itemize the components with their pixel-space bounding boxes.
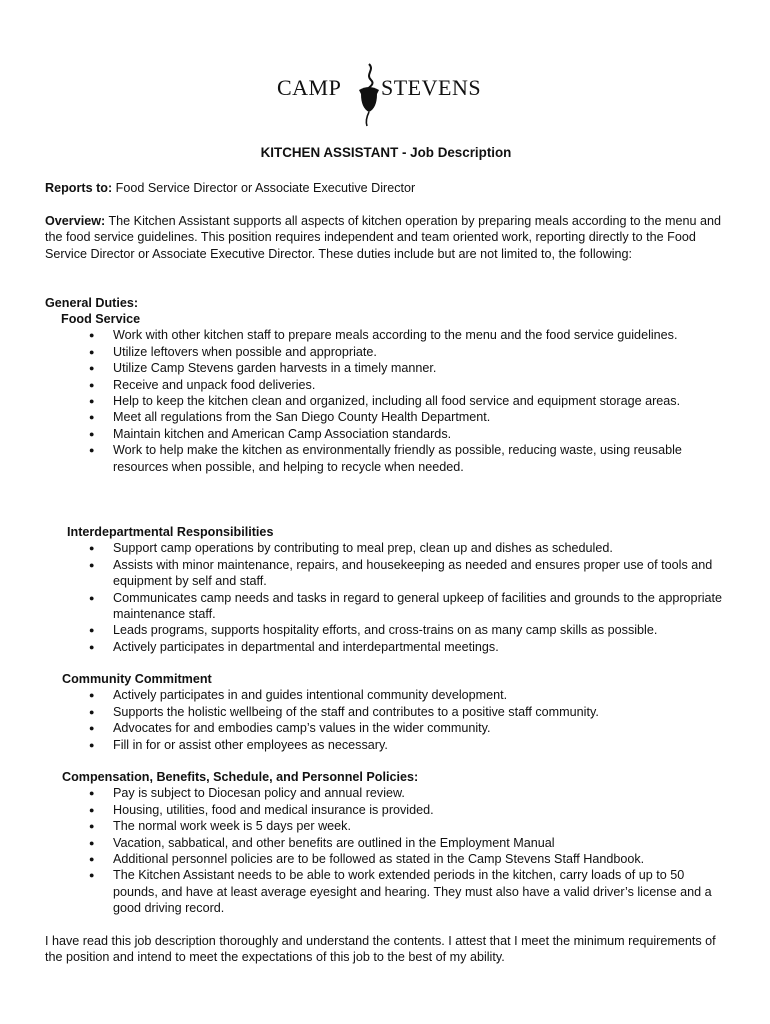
list-item: ● Support camp operations by contributing to meal prep, clean up and dishes as scheduled. [45,540,729,556]
overview-text: The Kitchen Assistant supports all aspects of kitchen operation by preparing meals according to the menu and the food service guidelines. This position requires independent and team oriented work, reporting directly to the Food Service Director or Associate Executive Director. These duties include but are not limited to, the following: [45,214,722,261]
list-item: ● Supports the holistic wellbeing of the staff and contributes to a positive staff community. [45,704,729,720]
list-item: ● Actively participates in and guides intentional community development. [45,687,729,703]
compensation-section [45,769,729,917]
closing-statement: I have read this job description thoroughly and understand the contents. I attest that I meet the minimum requirements of the position and intend to meet the expectations of this job to the best of my ability. [45,934,716,965]
list-item: ● Leads programs, supports hospitality efforts, and cross-trains on as many camp skills as possible. [45,622,729,638]
list-item: ● Work to help make the kitchen as environmentally friendly as possible, reducing waste, using reusable resources when possible, and helping to recycle when needed. [45,442,729,475]
list-item: ● Advocates for and embodies camp’s values in the wider community. [45,720,729,736]
list-item: ● Help to keep the kitchen clean and organized, including all food service and equipment storage areas. [45,393,729,409]
interdepartmental-section [45,524,729,655]
compensation-list [45,785,729,916]
logo-text-stevens: STEVENS [381,75,482,100]
acorn-flame-icon [355,60,383,130]
compensation-heading: Compensation, Benefits, Schedule, and Personnel Policies: [62,770,419,784]
interdepartmental-list [45,540,729,655]
food-service-list [45,327,729,475]
community-heading: Community Commitment [62,672,212,686]
logo-text-camp: CAMP [277,75,342,100]
list-item: ● Fill in for or assist other employees as necessary. [45,737,729,753]
interdepartmental-heading: Interdepartmental Responsibilities [67,525,274,539]
camp-stevens-logo [277,60,497,130]
community-section [45,671,729,753]
general-duties-heading: General Duties: [45,296,139,310]
reports-to-label: Reports to: [45,181,113,195]
list-item: ● Housing, utilities, food and medical insurance is provided. [45,802,729,818]
list-item: ● Work with other kitchen staff to prepare meals according to the menu and the food service guidelines. [45,327,729,343]
list-item: ● Communicates camp needs and tasks in regard to general upkeep of facilities and grounds to the appropriate maintenance staff. [45,590,729,623]
overview-paragraph [45,213,729,262]
list-item: ● Utilize Camp Stevens garden harvests in a timely manner. [45,360,729,376]
list-item: ● Meet all regulations from the San Diego County Health Department. [45,409,729,425]
list-item: ● The Kitchen Assistant needs to be able to work extended periods in the kitchen, carry loads of up to 50 pounds, and have at least average eyesight and hearing. They must also have a valid driver’s license and a good driving record. [45,867,729,916]
community-list [45,687,729,753]
list-item: ● Vacation, sabbatical, and other benefits are outlined in the Employment Manual [45,835,729,851]
list-item: ● The normal work week is 5 days per week. [45,818,729,834]
list-item: ● Receive and unpack food deliveries. [45,377,729,393]
food-service-heading: Food Service [61,312,141,326]
food-service-section [45,311,729,475]
list-item: ● Utilize leftovers when possible and appropriate. [45,344,729,360]
list-item: ● Pay is subject to Diocesan policy and annual review. [45,785,729,801]
overview-label: Overview: [45,214,106,228]
list-item: ● Assists with minor maintenance, repairs, and housekeeping as needed and ensures proper use of tools and equipment by self and staff. [45,557,729,590]
page-title: KITCHEN ASSISTANT - Job Description [260,145,512,160]
list-item: ● Additional personnel policies are to be followed as stated in the Camp Stevens Staff Handbook. [45,851,729,867]
reports-to [45,180,729,196]
list-item: ● Actively participates in departmental and interdepartmental meetings. [45,639,729,655]
list-item: ● Maintain kitchen and American Camp Association standards. [45,426,729,442]
reports-to-value: Food Service Director or Associate Executive Director [112,181,416,195]
